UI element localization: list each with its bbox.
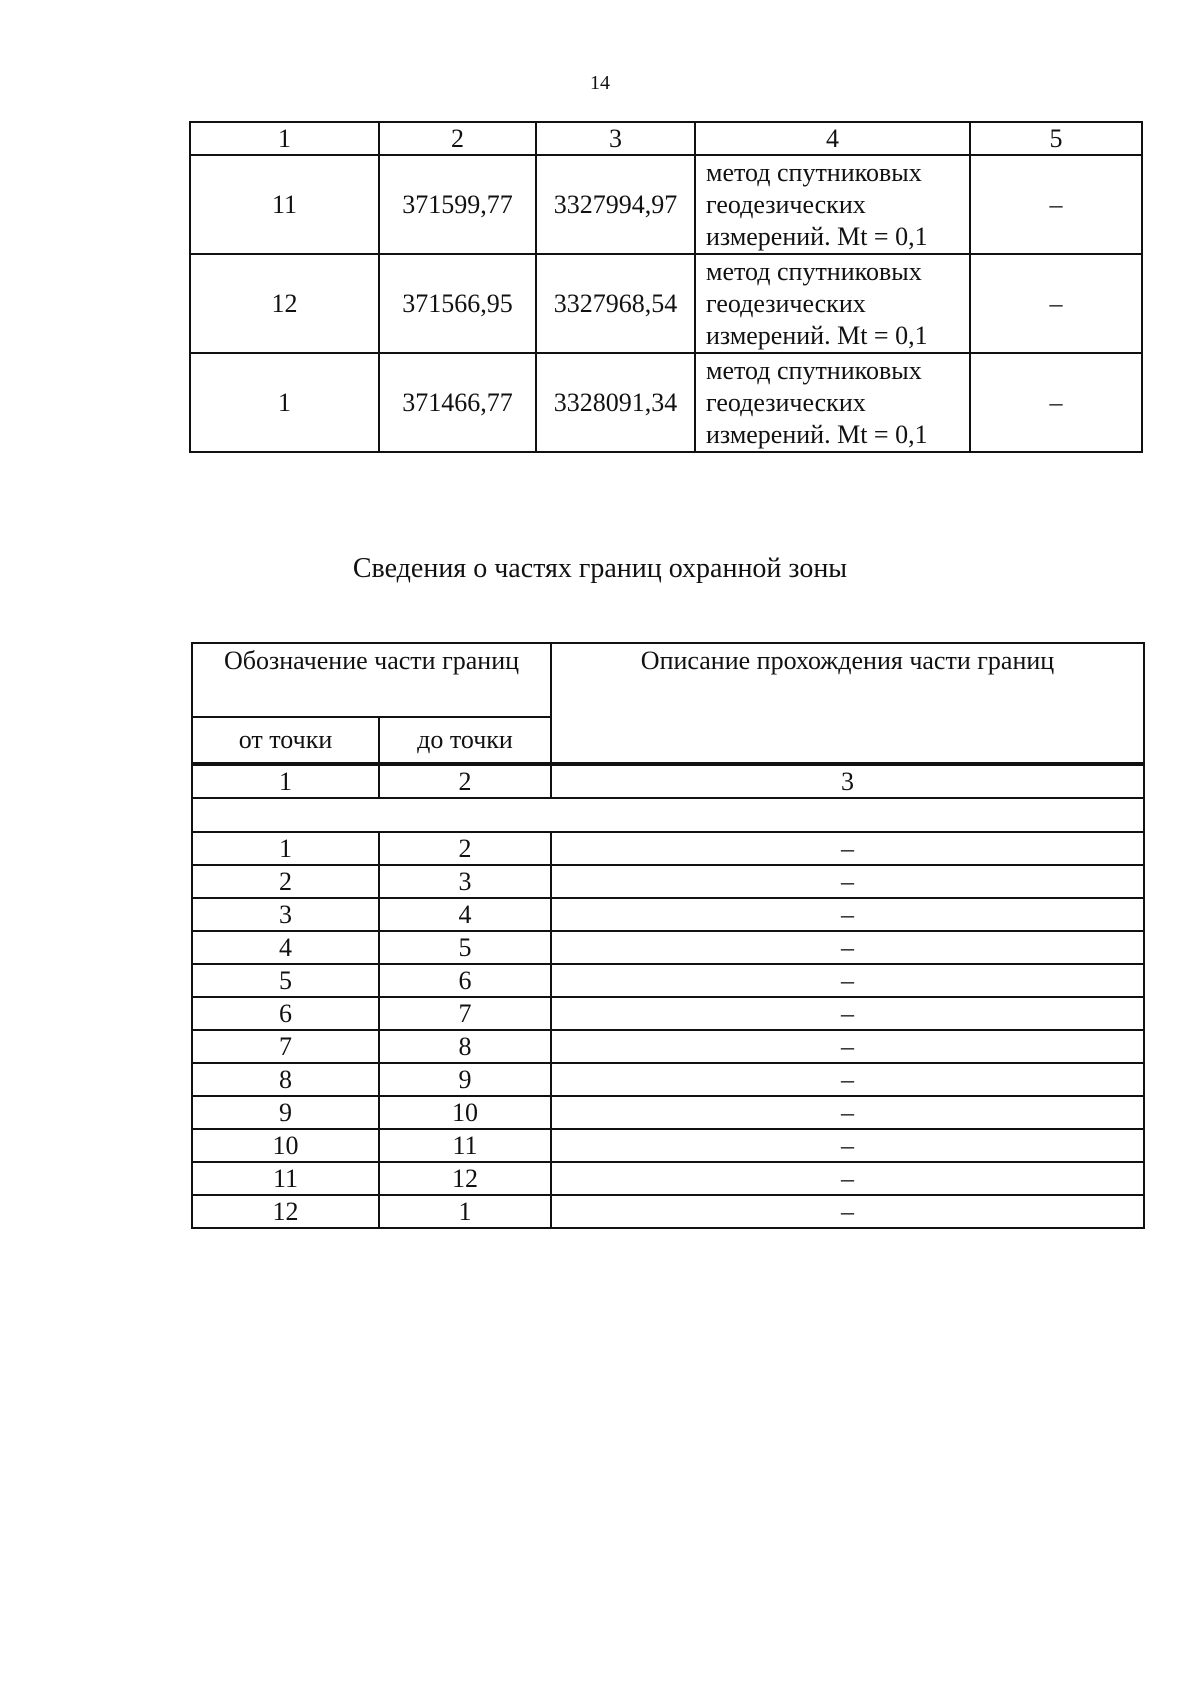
to-point: 5 [379, 931, 551, 964]
table-row [192, 1030, 1144, 1063]
coordinates-header-row [190, 122, 1142, 155]
from-point: 6 [192, 997, 379, 1030]
column-number: 1 [192, 764, 379, 798]
from-point: 7 [192, 1030, 379, 1063]
method-cell [695, 155, 970, 254]
from-point: 3 [192, 898, 379, 931]
point-number: 1 [190, 353, 379, 452]
x-coordinate: 371599,77 [379, 155, 536, 254]
header-from-point: от точки [192, 717, 379, 764]
from-point: 1 [192, 832, 379, 865]
from-point: 12 [192, 1195, 379, 1228]
page-number: 14 [590, 72, 610, 94]
section-title: Сведения о частях границ охранной зоны [352, 553, 848, 584]
table-row [192, 1096, 1144, 1129]
to-point: 6 [379, 964, 551, 997]
to-point: 1 [379, 1195, 551, 1228]
method-line: измерений. Mt = 0,1 [706, 320, 928, 350]
parts-header-row [192, 643, 1144, 717]
description-cell: – [551, 865, 1144, 898]
header-cell: 2 [379, 122, 536, 155]
note-cell: – [970, 155, 1142, 254]
header-cell: 4 [695, 122, 970, 155]
table-row [192, 1063, 1144, 1096]
table-row [192, 898, 1144, 931]
table-row [192, 964, 1144, 997]
table-row [192, 1195, 1144, 1228]
header-cell: 1 [190, 122, 379, 155]
table-row [192, 1162, 1144, 1195]
header-cell: 5 [970, 122, 1142, 155]
header-designation: Обозначение части границ [192, 643, 551, 717]
description-cell: – [551, 898, 1144, 931]
from-point: 11 [192, 1162, 379, 1195]
column-number: 2 [379, 764, 551, 798]
method-line: метод спутниковых [706, 355, 922, 385]
header-to-point: до точки [379, 717, 551, 764]
table-row [192, 997, 1144, 1030]
x-coordinate: 371566,95 [379, 254, 536, 353]
to-point: 8 [379, 1030, 551, 1063]
to-point: 7 [379, 997, 551, 1030]
description-cell: – [551, 1129, 1144, 1162]
point-number: 12 [190, 254, 379, 353]
from-point: 8 [192, 1063, 379, 1096]
blank-row [192, 798, 1144, 832]
description-cell: – [551, 1096, 1144, 1129]
header-description: Описание прохождения части границ [551, 643, 1144, 764]
description-cell: – [551, 1063, 1144, 1096]
table-row [192, 1129, 1144, 1162]
to-point: 12 [379, 1162, 551, 1195]
method-line: измерений. Mt = 0,1 [706, 419, 928, 449]
description-cell: – [551, 1030, 1144, 1063]
to-point: 10 [379, 1096, 551, 1129]
description-cell: – [551, 997, 1144, 1030]
method-line: измерений. Mt = 0,1 [706, 221, 928, 251]
table-row [190, 254, 1142, 353]
blank-cell [192, 798, 1144, 832]
table-row [192, 865, 1144, 898]
to-point: 11 [379, 1129, 551, 1162]
from-point: 2 [192, 865, 379, 898]
to-point: 9 [379, 1063, 551, 1096]
to-point: 2 [379, 832, 551, 865]
y-coordinate: 3327994,97 [536, 155, 695, 254]
point-number: 11 [190, 155, 379, 254]
note-cell: – [970, 353, 1142, 452]
description-cell: – [551, 1162, 1144, 1195]
header-cell: 3 [536, 122, 695, 155]
method-line: метод спутниковых [706, 157, 922, 187]
method-line: геодезических [706, 288, 866, 318]
note-cell: – [970, 254, 1142, 353]
column-number: 3 [551, 764, 1144, 798]
description-cell: – [551, 1195, 1144, 1228]
column-number-row [192, 764, 1144, 798]
parts-body [192, 832, 1144, 1228]
method-line: метод спутниковых [706, 256, 922, 286]
table-row [192, 832, 1144, 865]
to-point: 4 [379, 898, 551, 931]
method-cell [695, 353, 970, 452]
description-cell: – [551, 832, 1144, 865]
y-coordinate: 3327968,54 [536, 254, 695, 353]
to-point: 3 [379, 865, 551, 898]
from-point: 9 [192, 1096, 379, 1129]
description-cell: – [551, 931, 1144, 964]
table-row [190, 353, 1142, 452]
description-cell: – [551, 964, 1144, 997]
from-point: 4 [192, 931, 379, 964]
from-point: 5 [192, 964, 379, 997]
method-line: геодезических [706, 189, 866, 219]
coordinates-table [189, 121, 1143, 453]
method-line: геодезических [706, 387, 866, 417]
table-row [190, 155, 1142, 254]
method-cell [695, 254, 970, 353]
y-coordinate: 3328091,34 [536, 353, 695, 452]
table-row [192, 931, 1144, 964]
boundary-parts-table [191, 642, 1145, 1229]
from-point: 10 [192, 1129, 379, 1162]
x-coordinate: 371466,77 [379, 353, 536, 452]
